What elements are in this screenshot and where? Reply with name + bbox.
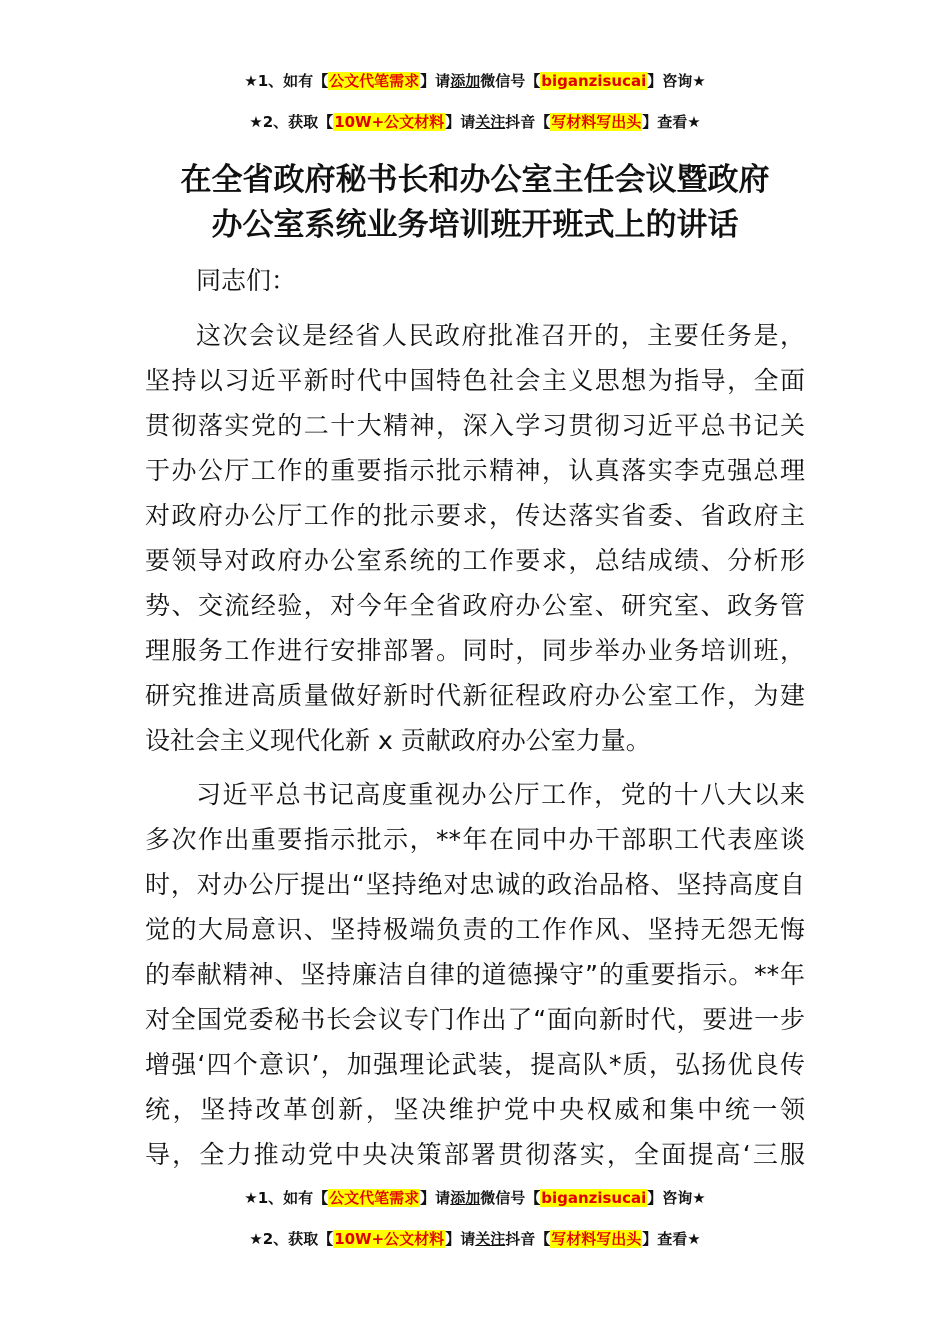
- paragraph-line: 于办公厅工作的重要指示批示精神，认真落实李克强总理: [145, 456, 805, 485]
- paragraph-line: 觉的大局意识、坚持极端负责的工作作风、坚持无怨无悔: [145, 915, 805, 944]
- notice-highlight-wechat-id: biganzisucai: [541, 72, 647, 90]
- paragraph-line: 要领导对政府办公室系统的工作要求，总结成绩、分析形: [145, 546, 805, 575]
- header-notice-line-2: [0, 111, 950, 133]
- notice-text: ★2、获取【: [249, 113, 334, 131]
- notice-text: 】请: [445, 1230, 476, 1248]
- header-notice-line-1: [0, 70, 950, 92]
- notice-underline-add: 添加: [450, 1189, 481, 1207]
- paragraph-line: 时，对办公厅提出“坚持绝对忠诚的政治品格、坚持高度自: [145, 870, 805, 899]
- paragraph-line: 贯彻落实党的二十大精神，深入学习贯彻习近平总书记关: [145, 411, 805, 440]
- paragraph-line: 坚持以习近平新时代中国特色社会主义思想为指导，全面: [145, 366, 805, 395]
- notice-text: 】查看★: [642, 113, 701, 131]
- paragraph-line: 多次作出重要指示批示，**年在同中办干部职工代表座谈: [145, 825, 805, 854]
- document-title-line-2: 办公室系统业务培训班开班式上的讲话: [211, 207, 739, 243]
- notice-text: 】请: [445, 113, 476, 131]
- notice-text: 微信号【: [480, 72, 541, 90]
- paragraph-line: 增强‘四个意识’，加强理论武装，提高队*质，弘扬优良传: [145, 1050, 805, 1079]
- notice-underline-follow: 关注: [475, 1230, 506, 1248]
- paragraph-line: 设社会主义现代化新 x 贡献政府办公室力量。: [145, 726, 651, 755]
- footer-notice-line-1: [0, 1187, 950, 1209]
- paragraph-line: 的奉献精神、坚持廉洁自律的道德操守”的重要指示。**年: [145, 960, 805, 989]
- document-title-line-1: 在全省政府秘书长和办公室主任会议暨政府: [180, 162, 770, 198]
- notice-text: 】咨询★: [647, 1189, 706, 1207]
- notice-text: 微信号【: [480, 1189, 541, 1207]
- notice-text: 】咨询★: [647, 72, 706, 90]
- paragraph-line: 统，坚持改革创新，坚决维护党中央权威和集中统一领: [145, 1095, 805, 1124]
- salutation: 同志们：: [196, 266, 297, 295]
- notice-text: 】请: [420, 72, 451, 90]
- notice-text: 抖音【: [505, 1230, 551, 1248]
- notice-highlight-wechat-id: biganzisucai: [541, 1189, 647, 1207]
- paragraph-line: 对全国党委秘书长会议专门作出了“面向新时代，要进一步: [145, 1005, 805, 1034]
- notice-highlight-service: 公文代笔需求: [329, 1189, 420, 1207]
- footer-notice-line-2: [0, 1228, 950, 1250]
- notice-underline-follow: 关注: [475, 113, 506, 131]
- notice-highlight-service: 公文代笔需求: [329, 72, 420, 90]
- paragraph-line: 对政府办公厅工作的批示要求，传达落实省委、省政府主: [145, 501, 805, 530]
- notice-text: 】查看★: [642, 1230, 701, 1248]
- notice-highlight-douyin: 写材料写出头: [551, 113, 642, 131]
- notice-highlight-douyin: 写材料写出头: [551, 1230, 642, 1248]
- notice-text: 抖音【: [505, 113, 551, 131]
- paragraph-line: 导，全力推动党中央决策部署贯彻落实，全面提高‘三服: [145, 1140, 805, 1169]
- paragraph-line: 势、交流经验，对今年全省政府办公室、研究室、政务管: [145, 591, 805, 620]
- paragraph-line: 研究推进高质量做好新时代新征程政府办公室工作，为建: [145, 681, 805, 710]
- notice-highlight-materials: 10W+公文材料: [334, 1230, 445, 1248]
- notice-underline-add: 添加: [450, 72, 481, 90]
- notice-text: ★2、获取【: [249, 1230, 334, 1248]
- paragraph-line: 习近平总书记高度重视办公厅工作，党的十八大以来: [196, 780, 805, 809]
- notice-text: ★1、如有【: [244, 1189, 329, 1207]
- notice-highlight-materials: 10W+公文材料: [334, 113, 445, 131]
- notice-text: ★1、如有【: [244, 72, 329, 90]
- paragraph-line: 这次会议是经省人民政府批准召开的，主要任务是，: [196, 321, 805, 350]
- notice-text: 】请: [420, 1189, 451, 1207]
- paragraph-line: 理服务工作进行安排部署。同时，同步举办业务培训班，: [145, 636, 805, 665]
